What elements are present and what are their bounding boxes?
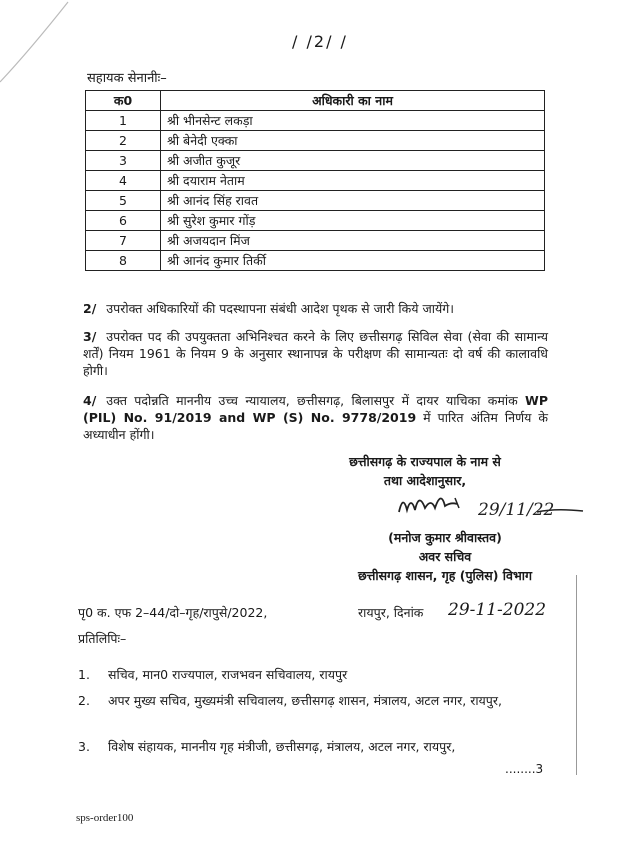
- section-title: सहायक सेनानीः–: [87, 71, 167, 86]
- serial-cell: 8: [86, 251, 161, 271]
- name-cell: श्री अजीत कुजूर: [161, 151, 545, 171]
- serial-cell: 2: [86, 131, 161, 151]
- serial-cell: 5: [86, 191, 161, 211]
- name-cell: श्री आनंद कुमार तिर्की: [161, 251, 545, 271]
- list-item: [78, 666, 548, 684]
- table-row: [86, 251, 545, 271]
- order-authority: [310, 452, 540, 490]
- handwritten-signature: [395, 488, 485, 524]
- name-cell: श्री अजयदान मिंज: [161, 231, 545, 251]
- paragraph-4: [83, 392, 548, 443]
- file-number: पृ0 क. एफ 2–44/दो–गृह/रापुसे/2022,: [78, 605, 268, 620]
- handwritten-order-date: 29-11-2022: [448, 600, 547, 620]
- petition-numbers: WP (PIL) No. 91/2019 and WP (S) No. 9778/2019: [83, 393, 548, 425]
- table-row: [86, 211, 545, 231]
- name-cell: श्री दयाराम नेताम: [161, 171, 545, 191]
- table-row: [86, 131, 545, 151]
- list-item-text: विशेष संहायक, माननीय गृह मंत्रीजी, छत्तीसगढ़, मंत्रालय, अटल नगर, रायपुर,: [108, 739, 456, 754]
- signatory-name: (मनोज कुमार श्रीवास्तव): [388, 530, 502, 545]
- margin-rule: [576, 575, 577, 775]
- serial-cell: 3: [86, 151, 161, 171]
- signatory-block: [330, 528, 560, 585]
- list-item-text: अपर मुख्य सचिव, मुख्यमंत्री सचिवालय, छत्तीसगढ़ शासन, मंत्रालय, अटल नगर, रायपुर,: [108, 693, 502, 708]
- list-item-text: सचिव, मान0 राज्यपाल, राजभवन सचिवालय, रायपुर: [108, 667, 348, 682]
- name-cell: श्री बेनेदी एक्का: [161, 131, 545, 151]
- officers-table: [85, 90, 545, 271]
- page-number: / /2/ /: [292, 32, 348, 51]
- paragraph-text: उपरोक्त पद की उपयुक्तता अभिनिश्चत करने के लिए छत्तीसगढ़ सिविल सेवा (सेवा की सामान्य शर्तें) नियम 1961 के नियम 9 के अनुसार स्थानापन्न के परीक्षण की सामान्यतः दो वर्ष की कालावधि होगी।: [83, 329, 548, 378]
- order-line-2: तथा आदेशानुसार,: [383, 473, 467, 488]
- name-cell: श्री सुरेश कुमार गोंड़: [161, 211, 545, 231]
- signature-stroke: [535, 506, 585, 516]
- signatory-department: छत्तीसगढ़ शासन, गृह (पुलिस) विभाग: [357, 568, 533, 583]
- paragraph-text: उक्त पदोन्नति माननीय उच्च न्यायालय, छत्तीसगढ़, बिलासपुर में दायर याचिका कमांक: [106, 393, 518, 408]
- copy-to-label: प्रतिलिपिः–: [78, 631, 127, 646]
- paragraph-2: [83, 300, 548, 317]
- table-row: [86, 171, 545, 191]
- paragraph-number: 4/: [83, 393, 97, 408]
- table-row: [86, 191, 545, 211]
- paragraph-number: 3/: [83, 329, 97, 344]
- table-row: [86, 111, 545, 131]
- paragraph-text: उपरोक्त अधिकारियों की पदस्थापना संबंधी आदेश पृथक से जारी किये जायेंगे।: [106, 301, 455, 316]
- col-header-name: अधिकारी का नाम: [161, 91, 545, 111]
- handwritten-date: 29/11/22: [478, 500, 555, 520]
- name-cell: श्री भीनसेन्ट लकड़ा: [161, 111, 545, 131]
- paragraph-text-end: में पारित अंतिम निर्णय के अध्याधीन होंगी।: [83, 410, 548, 442]
- paragraph-number: 2/: [83, 301, 97, 316]
- list-item-number: 3.: [78, 739, 90, 754]
- continuation-marker: ........3: [505, 762, 544, 776]
- table-row: [86, 151, 545, 171]
- table-row: [86, 231, 545, 251]
- col-header-serial: क0: [86, 91, 161, 111]
- footer-code: sps-order100: [76, 812, 134, 824]
- order-line-1: छत्तीसगढ़ के राज्यपाल के नाम से: [349, 454, 501, 469]
- serial-cell: 4: [86, 171, 161, 191]
- paragraph-3: [83, 328, 548, 379]
- reference-line: [78, 600, 558, 621]
- name-cell: श्री आनंद सिंह रावत: [161, 191, 545, 211]
- serial-cell: 1: [86, 111, 161, 131]
- serial-cell: 6: [86, 211, 161, 231]
- list-item: [78, 692, 548, 710]
- place-date-label: रायपुर, दिनांक: [358, 605, 424, 620]
- serial-cell: 7: [86, 231, 161, 251]
- list-item: [78, 738, 548, 756]
- signatory-designation: अवर सचिव: [418, 549, 472, 564]
- table-header-row: [86, 91, 545, 111]
- list-item-number: 2.: [78, 693, 90, 708]
- list-item-number: 1.: [78, 667, 90, 682]
